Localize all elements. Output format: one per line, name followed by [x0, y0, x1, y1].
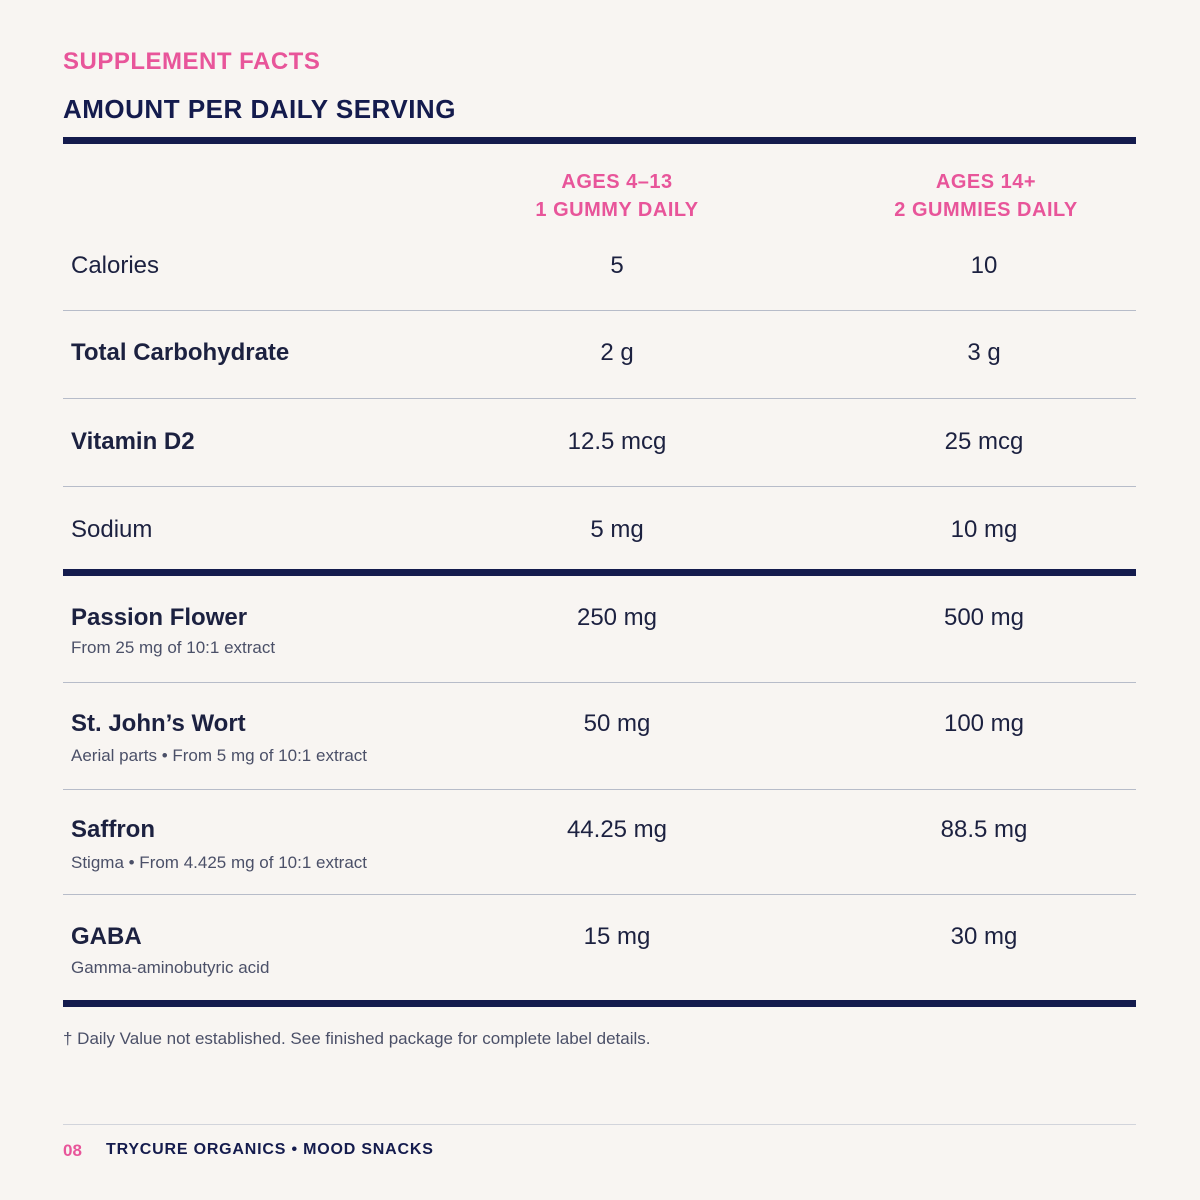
row-divider [63, 486, 1136, 487]
eyebrow-label: SUPPLEMENT FACTS [63, 48, 321, 75]
row-value-calories-adult: 10 [970, 252, 998, 279]
row-value-vitamin-d2-child: 12.5 mcg [567, 428, 667, 455]
row-value-carbohydrate-adult: 3 g [967, 339, 1001, 366]
row-value-vitamin-d2-adult: 25 mcg [944, 428, 1024, 455]
row-value-sodium-child: 5 mg [590, 516, 644, 543]
column-header-ages-4-13 [457, 168, 777, 224]
row-value-sodium-adult: 10 mg [950, 516, 1018, 543]
row-divider [63, 398, 1136, 399]
row-divider [63, 894, 1136, 895]
column-header-dosage: 1 GUMMY DAILY [535, 199, 699, 221]
footer-divider [63, 1124, 1136, 1125]
section-rule [63, 569, 1136, 576]
column-header-age-range: AGES 4–13 [561, 171, 673, 193]
bottom-rule [63, 1000, 1136, 1007]
row-sub-st-johns-wort: Aerial parts • From 5 mg of 10:1 extract [71, 746, 368, 765]
footer-brand: TRYCURE ORGANICS • MOOD SNACKS [106, 1141, 434, 1158]
row-label-calories: Calories [71, 252, 160, 279]
column-header-ages-14-plus [826, 168, 1146, 224]
row-sub-saffron: Stigma • From 4.425 mg of 10:1 extract [71, 853, 368, 872]
row-divider [63, 789, 1136, 790]
row-divider [63, 682, 1136, 683]
row-label-vitamin-d2: Vitamin D2 [71, 428, 195, 455]
column-header-dosage: 2 GUMMIES DAILY [894, 199, 1078, 221]
row-value-carbohydrate-child: 2 g [600, 339, 634, 366]
row-value-gaba-adult: 30 mg [950, 923, 1018, 950]
page-heading: AMOUNT PER DAILY SERVING [63, 94, 456, 124]
row-label-st-johns-wort: St. John’s Wort [71, 710, 246, 737]
row-value-calories-child: 5 [610, 252, 624, 279]
row-label-saffron: Saffron [71, 816, 155, 843]
row-value-passion-flower-child: 250 mg [576, 604, 658, 631]
row-sub-gaba: Gamma-aminobutyric acid [71, 958, 270, 977]
row-label-sodium: Sodium [71, 516, 153, 543]
row-label-passion-flower: Passion Flower [71, 604, 248, 631]
row-value-saffron-child: 44.25 mg [566, 816, 668, 843]
column-header-age-range: AGES 14+ [935, 171, 1037, 193]
page-number: 08 [63, 1141, 82, 1160]
row-value-gaba-child: 15 mg [583, 923, 651, 950]
row-value-st-johns-wort-adult: 100 mg [943, 710, 1025, 737]
row-label-gaba: GABA [71, 923, 142, 950]
row-label-total-carbohydrate: Total Carbohydrate [71, 339, 290, 366]
row-divider [63, 310, 1136, 311]
row-value-saffron-adult: 88.5 mg [940, 816, 1028, 843]
row-value-passion-flower-adult: 500 mg [943, 604, 1025, 631]
row-sub-passion-flower: From 25 mg of 10:1 extract [71, 638, 276, 657]
row-value-st-johns-wort-child: 50 mg [583, 710, 651, 737]
footnote: † Daily Value not established. See finished package for complete label details. [63, 1029, 651, 1048]
top-rule [63, 137, 1136, 144]
